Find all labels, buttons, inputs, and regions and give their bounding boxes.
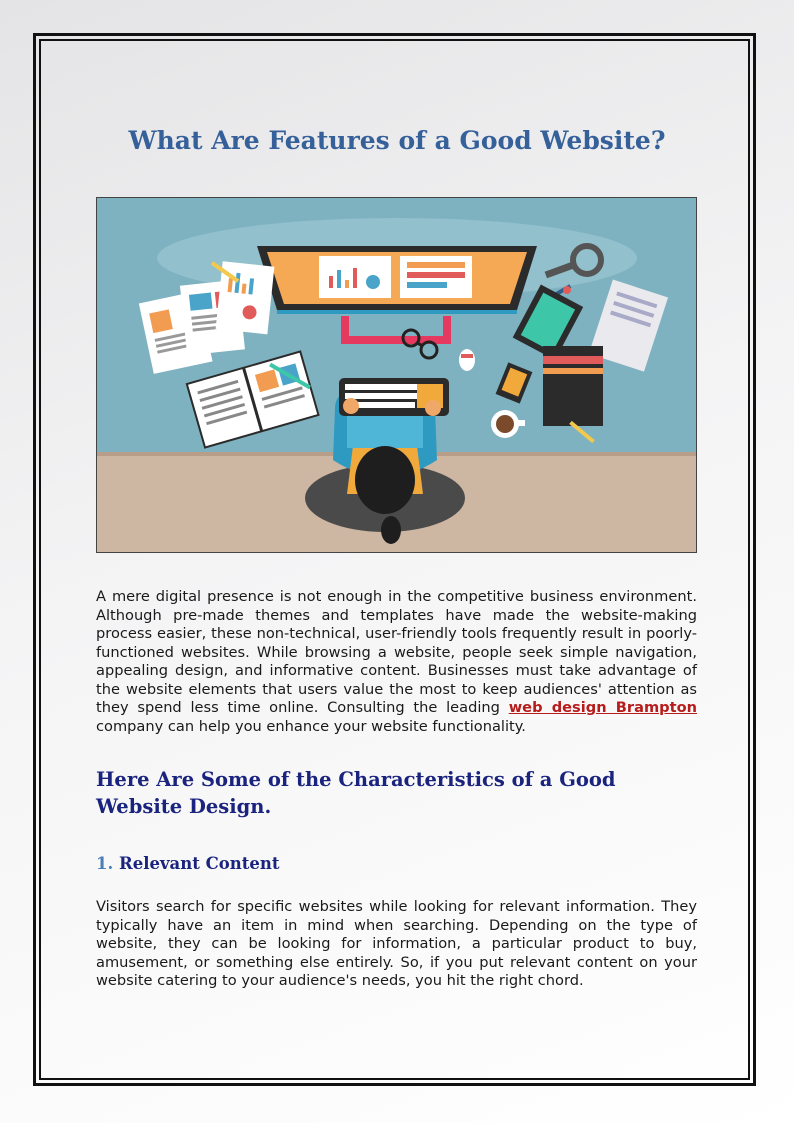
intro-text-after: company can help you enhance your website functionality. — [96, 717, 526, 735]
relevant-content-paragraph: Visitors search for specific websites while looking for relevant information. They typically have an item in mind when searching. Depending on the type of website, they can be looking for information, a particular product to buy, amusement, or something else entirely. So, if you put relevant content on your website catering to your audience's needs, you hit the right chord. — [96, 898, 697, 989]
hero-image — [96, 197, 697, 553]
intro-paragraph — [96, 588, 697, 736]
item-number: 1. — [96, 854, 114, 873]
item-title: Relevant Content — [118, 854, 280, 873]
web-design-brampton-link[interactable]: web design Brampton — [508, 699, 697, 716]
intro-text-before: A mere digital presence is not enough in the competitive business environment. Although pre-made themes and templates have made the website-making process easier, these non-technical, user-friendly tools frequently result in poorly-functioned websites. While browsing a website, people seek simple navigation, appealing design, and informative content. Businesses must take advantage of the website elements that users value the most to keep audiences' attention as they spend less time online. Consulting the leading — [96, 588, 697, 716]
item-heading — [96, 854, 279, 873]
workspace-illustration-icon — [97, 198, 696, 552]
page-title: What Are Features of a Good Website? — [128, 126, 666, 155]
section-heading: Here Are Some of the Characteristics of a Good Website Design. — [96, 768, 616, 818]
